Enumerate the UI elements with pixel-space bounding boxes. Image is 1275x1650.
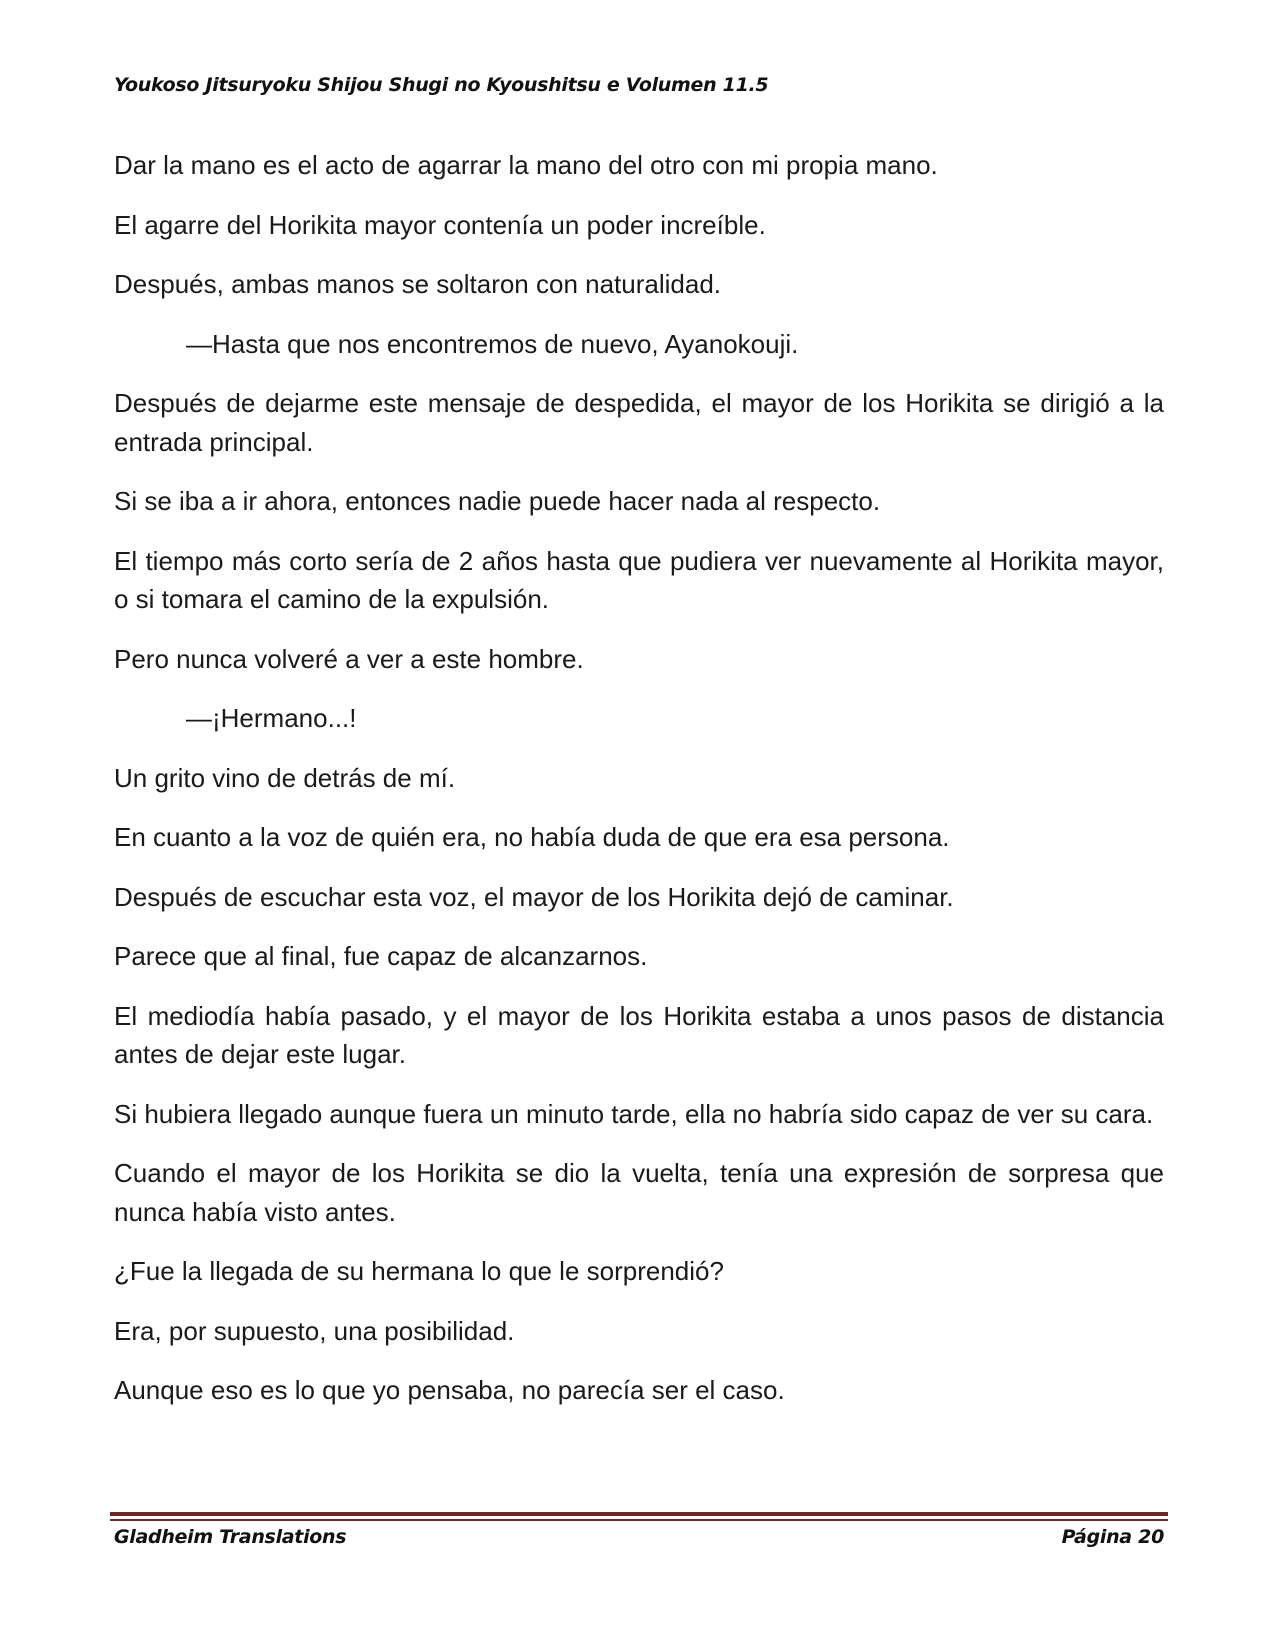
footer-credit: Gladheim Translations (114, 1526, 347, 1548)
paragraph: Después de dejarme este mensaje de despedida, el mayor de los Horikita se dirigió a la entrada principal. (114, 388, 1164, 457)
footer-divider-thin (110, 1519, 1168, 1521)
paragraph: Un grito vino de detrás de mí. (114, 762, 456, 793)
paragraph: Parece que al final, fue capaz de alcanzarnos. (114, 941, 648, 971)
dialogue-paragraph: —Hasta que nos encontremos de nuevo, Ayanokouji. (186, 328, 799, 359)
paragraph: En cuanto a la voz de quién era, no había duda de que era esa persona. (114, 822, 950, 852)
paragraph: Cuando el mayor de los Horikita se dio la vuelta, tenía una expresión de sorpresa que nunca había visto antes. (114, 1158, 1164, 1227)
paragraph: ¿Fue la llegada de su hermana lo que le sorprendió? (114, 1256, 724, 1286)
paragraph: Aunque eso es lo que yo pensaba, no parecía ser el caso. (114, 1375, 785, 1405)
paragraph: Si hubiera llegado aunque fuera un minuto tarde, ella no habría sido capaz de ver su cara. (114, 1098, 1154, 1129)
paragraph: Después de escuchar esta voz, el mayor de los Horikita dejó de caminar. (114, 881, 954, 912)
paragraph: Si se iba a ir ahora, entonces nadie puede hacer nada al respecto. (114, 486, 881, 516)
paragraph: Era, por supuesto, una posibilidad. (114, 1315, 515, 1346)
dialogue-paragraph: —¡Hermano...! (186, 703, 357, 733)
running-footer (114, 1526, 1164, 1548)
page-body (114, 146, 1164, 1431)
footer-divider (110, 1512, 1168, 1516)
running-header: Youkoso Jitsuryoku Shijou Shugi no Kyoushitsu e Volumen 11.5 (114, 74, 769, 96)
paragraph: El agarre del Horikita mayor contenía un poder increíble. (114, 209, 766, 240)
paragraph: El mediodía había pasado, y el mayor de los Horikita estaba a unos pasos de distancia antes de dejar este lugar. (114, 1000, 1164, 1069)
paragraph: Dar la mano es el acto de agarrar la mano del otro con mi propia mano. (114, 150, 938, 180)
paragraph: Después, ambas manos se soltaron con naturalidad. (114, 269, 722, 299)
page-number: Página 20 (1061, 1526, 1164, 1548)
paragraph: El tiempo más corto sería de 2 años hasta que pudiera ver nuevamente al Horikita mayor, o si tomara el camino de la expulsión. (114, 545, 1164, 614)
paragraph: Pero nunca volveré a ver a este hombre. (114, 643, 584, 674)
